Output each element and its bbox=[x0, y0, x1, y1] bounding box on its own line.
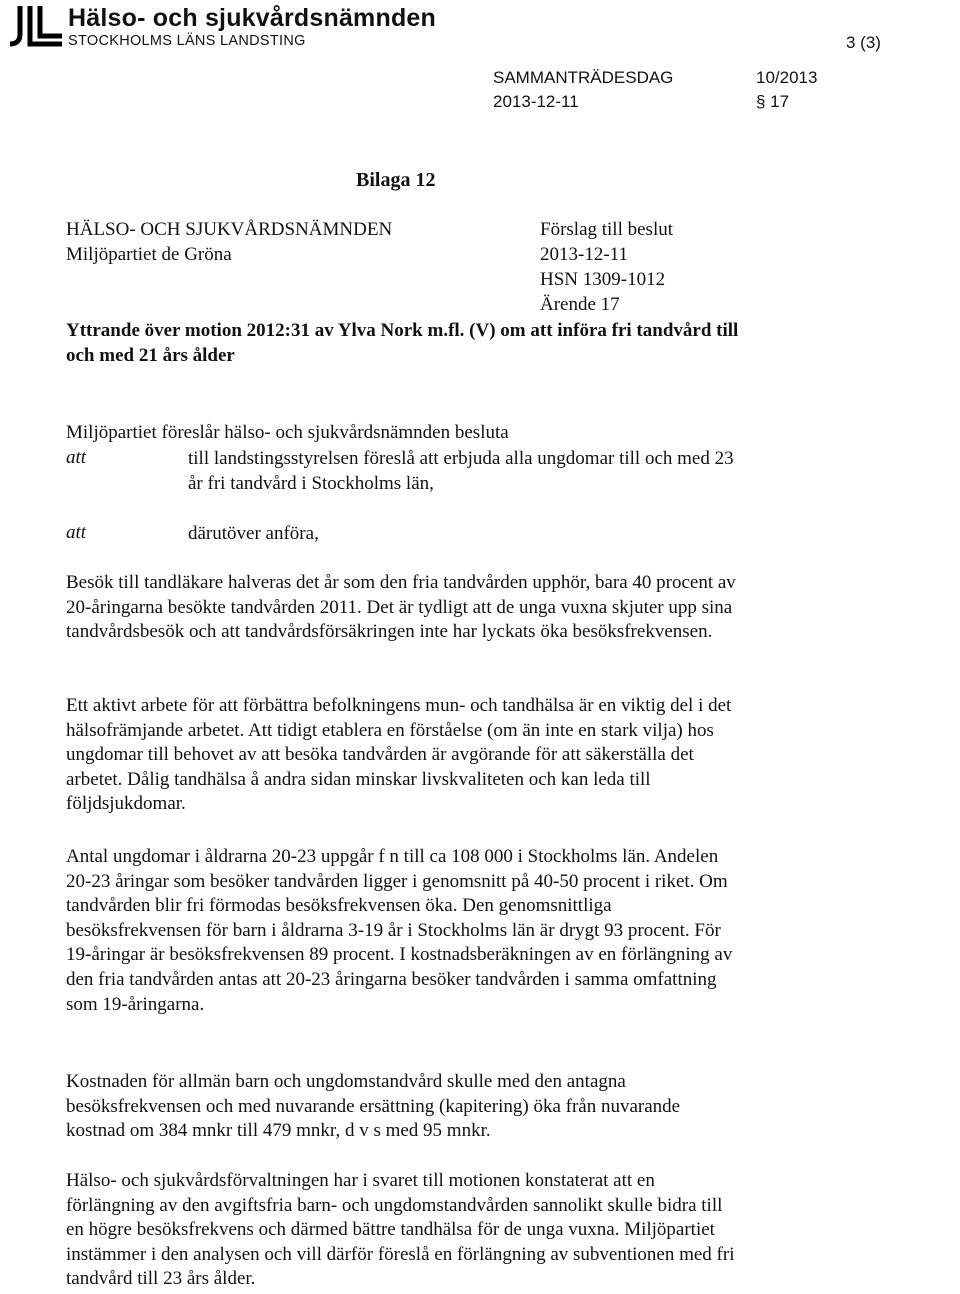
body-paragraph: Ett aktivt arbete för att förbättra befolkningens mun- och tandhälsa är en viktig del i det hälsofrämjande arbetet. Att tidigt etablera en förståelse (om än inte en stark vilja) hos ungdomar till behovet av att besöka tandvården är avgörande för att säkerställa det arbetet. Dålig tandhälsa å andra sidan minskar livskvaliteten och kan leda till följdsjukdomar. bbox=[66, 695, 732, 815]
page-number: 3 (3) bbox=[846, 33, 881, 52]
resolution-text: därutöver anföra, bbox=[188, 523, 319, 544]
body-paragraph: Antal ungdomar i åldrarna 20-23 uppgår f n till ca 108 000 i Stockholms län. Andelen 20-23 åringar som besöker tandvården ligger i genomsnitt på 40-50 procent i riket. Om tandvården blir fri förmodas besöksfrekvensen öka. Den genomsnittliga besöksfrekvensen för barn i åldrarna 3-19 år i Stockholms län är drygt 93 procent. För 19-åringar är besöksfrekvensen 89 procent. I kostnadsberäkningen av en förlängning av den fria tandvården antas att 20-23 åringarna besöker tandvården i samma omfattning som 19-åringarna. bbox=[66, 846, 733, 1015]
meeting-label: SAMMANTRÄDESDAG bbox=[493, 68, 674, 87]
meeting-number: 10/2013 bbox=[756, 68, 818, 87]
resolution-label: att bbox=[66, 522, 87, 543]
reference-number: HSN 1309-1012 bbox=[540, 269, 666, 290]
resolution-text: till landstingsstyrelsen föreslå att erbjuda alla ungdomar till och med 23 år fri tandvård i Stockholms län, bbox=[188, 448, 734, 494]
document-title: Yttrande över motion 2012:31 av Ylva Nork m.fl. (V) om att införa fri tandvård till och med 21 års ålder bbox=[66, 320, 739, 366]
org-name: Hälso- och sjukvårdsnämnden bbox=[68, 4, 436, 32]
proposal-label: Förslag till beslut bbox=[540, 219, 673, 240]
org-subtitle: STOCKHOLMS LÄNS LANDSTING bbox=[68, 33, 306, 49]
item-number: Ärende 17 bbox=[540, 294, 620, 315]
body-paragraph: Hälso- och sjukvårdsförvaltningen har i svaret till motionen konstaterat att en förlängning av den avgiftsfria barn- och ungdomstandvården sannolikt skulle bidra till en högre besöksfrekvens och därmed bättre tandhälsa för de unga vuxna. Miljöpartiet instämmer i den analysen och vill därför föreslå en förlängning av subventionen med fri tandvård till 23 års ålder. bbox=[66, 1170, 735, 1290]
body-paragraph: Besök till tandläkare halveras det år som den fria tandvården upphör, bara 40 procent av 20-åringarna besökte tandvården 2011. Det är tydligt att de unga vuxna skjuter upp sina tandvårdsbesök och att tandvårdsförsäkringen inte har lyckats öka besöksfrekvensen. bbox=[66, 572, 736, 643]
meeting-paragraph: § 17 bbox=[756, 92, 790, 111]
body-paragraph: Kostnaden för allmän barn och ungdomstandvård skulle med den antagna besöksfrekvensen och med nuvarande ersättning (kapitering) öka från nuvarande kostnad om 384 mnkr till 479 mnkr, d v s med 95 mnkr. bbox=[66, 1071, 681, 1142]
resolution-label: att bbox=[66, 447, 87, 468]
intro-text: Miljöpartiet föreslår hälso- och sjukvårdsnämnden besluta bbox=[66, 422, 509, 443]
proposal-date: 2013-12-11 bbox=[540, 244, 628, 265]
sll-logo-icon bbox=[6, 4, 64, 48]
party-name: Miljöpartiet de Gröna bbox=[66, 244, 232, 265]
meeting-date: 2013-12-11 bbox=[493, 92, 579, 111]
committee-name: HÄLSO- OCH SJUKVÅRDSNÄMNDEN bbox=[66, 219, 393, 240]
attachment-label: Bilaga 12 bbox=[356, 169, 436, 191]
